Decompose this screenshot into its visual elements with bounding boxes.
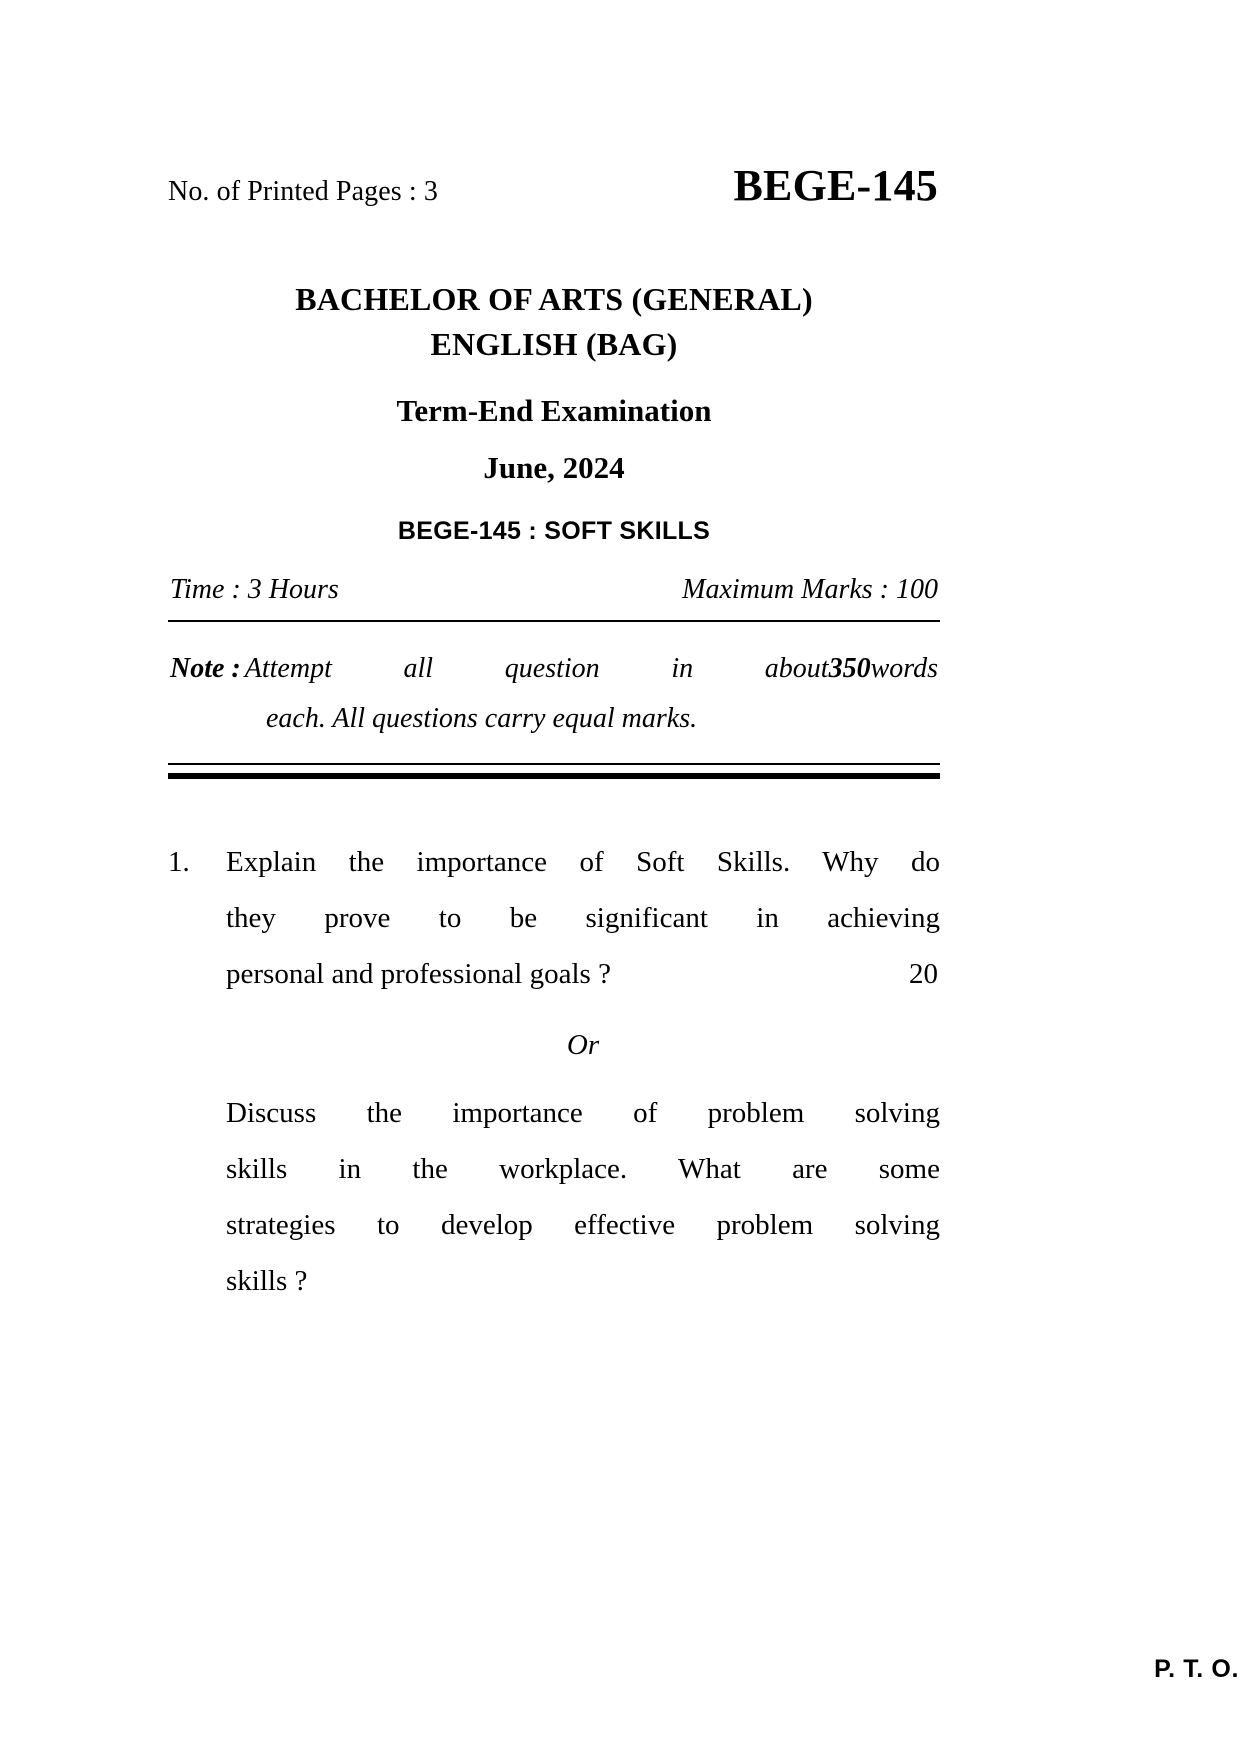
note-text-part-b: words bbox=[870, 652, 938, 684]
divider-below-note bbox=[168, 763, 940, 779]
exam-info-row bbox=[168, 546, 940, 620]
question-1-alt-line-2: skills in the workplace. What are some bbox=[226, 1153, 940, 1186]
question-1-or-separator: Or bbox=[566, 1029, 600, 1062]
note-line-1-text bbox=[245, 644, 938, 694]
note-line-2: each. All questions carry equal marks. bbox=[266, 702, 698, 734]
question-1-marks: 20 bbox=[909, 958, 938, 991]
note-line-1 bbox=[170, 644, 938, 694]
note-label: Note : bbox=[170, 652, 241, 684]
pto-text: P. T. O. bbox=[1154, 1655, 1239, 1683]
exam-duration: Time : 3 Hours bbox=[170, 573, 339, 605]
question-1-number: 1. bbox=[168, 846, 190, 879]
programme-title: BACHELOR OF ARTS (GENERAL) bbox=[295, 281, 813, 317]
note-text-part-a: Attempt all question in about bbox=[244, 652, 829, 684]
medium-title: ENGLISH (BAG) bbox=[430, 326, 678, 363]
question-1-alt-line-3: strategies to develop effective problem solving bbox=[226, 1209, 940, 1242]
questions-section bbox=[168, 779, 940, 1310]
question-1-alt-line-1: Discuss the importance of problem solving bbox=[226, 1097, 940, 1130]
page-content bbox=[168, 0, 940, 1754]
question-1-line-1: Explain the importance of Soft Skills. Why do bbox=[226, 846, 940, 879]
note-word-count: 350 bbox=[828, 652, 871, 684]
page-header bbox=[168, 0, 940, 211]
question-1 bbox=[168, 835, 940, 1003]
question-1-body bbox=[226, 835, 940, 1003]
question-1-line-3-with-marks bbox=[226, 947, 940, 1003]
printed-pages-label: No. of Printed Pages : 3 bbox=[168, 176, 438, 207]
question-1-line-2: they prove to be significant in achieving bbox=[226, 902, 940, 935]
title-block bbox=[168, 277, 940, 546]
page-turn-over-label bbox=[1154, 1655, 1239, 1684]
subject-title: BEGE-145 : SOFT SKILLS bbox=[397, 516, 711, 545]
maximum-marks: Maximum Marks : 100 bbox=[682, 573, 938, 605]
examination-type: Term-End Examination bbox=[396, 392, 712, 428]
question-1-alternative bbox=[226, 1086, 940, 1310]
instructions-note bbox=[168, 622, 940, 764]
course-code-heading: BEGE-145 bbox=[733, 161, 938, 210]
examination-session: June, 2024 bbox=[483, 449, 625, 485]
question-1-line-3: personal and professional goals ? bbox=[226, 958, 611, 991]
question-1-alt-line-4: skills ? bbox=[226, 1265, 308, 1298]
